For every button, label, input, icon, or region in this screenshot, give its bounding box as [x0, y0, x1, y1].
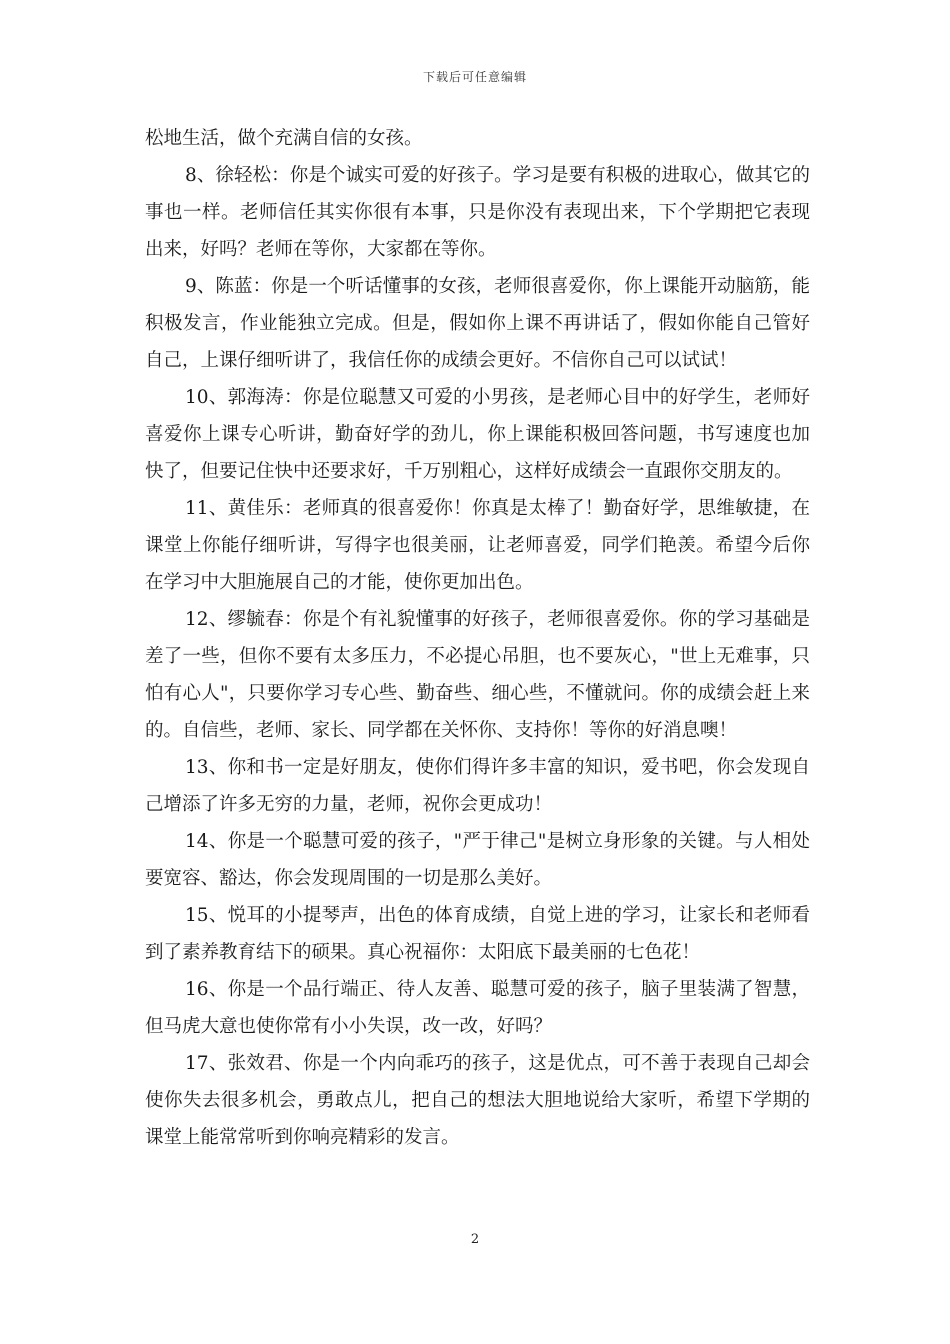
comment-13: 13、你和书一定是好朋友，使你们得许多丰富的知识，爱书吧，你会发现自己增添了许多无穷的力量，老师，祝你会更成功！ [145, 757, 810, 815]
comment-15: 15、悦耳的小提琴声，出色的体育成绩，自觉上进的学习，让家长和老师看到了素养教育结下的硕果。真心祝福你：太阳底下最美丽的七色花！ [145, 905, 810, 963]
paragraph-continuation: 松地生活，做个充满自信的女孩。 [145, 128, 423, 149]
comment-16: 16、你是一个品行端正、待人友善、聪慧可爱的孩子，脑子里装满了智慧，但马虎大意也使你常有小小失误，改一改，好吗？ [145, 979, 810, 1037]
comment-17: 17、张效君、你是一个内向乖巧的孩子，这是优点，可不善于表现自己却会使你失去很多机会，勇敢点儿，把自己的想法大胆地说给大家听，希望下学期的课堂上能常常听到你响亮精彩的发言。 [145, 1053, 810, 1148]
comment-9: 9、陈蓝：你是一个听话懂事的女孩，老师很喜爱你，你上课能开动脑筋，能积极发言，作业能独立完成。但是，假如你上课不再讲话了，假如你能自己管好自己，上课仔细听讲了，我信任你的成绩会更好。不信你自己可以试试！ [145, 276, 810, 371]
page-number: 2 [470, 1232, 480, 1247]
comment-11: 11、黄佳乐：老师真的很喜爱你！你真是太棒了！勤奋好学，思维敏捷，在课堂上你能仔细听讲，写得字也很美丽，让老师喜爱，同学们艳羡。希望今后你在学习中大胆施展自己的才能，使你更加出色。 [145, 498, 810, 593]
comment-10: 10、郭海涛：你是位聪慧又可爱的小男孩，是老师心目中的好学生，老师好喜爱你上课专心听讲，勤奋好学的劲儿，你上课能积极回答问题，书写速度也加快了，但要记住快中还要求好，千万别粗心，这样好成绩会一直跟你交朋友的。 [145, 387, 810, 482]
comment-14: 14、你是一个聪慧可爱的孩子，"严于律己"是树立身形象的关键。与人相处要宽容、豁达，你会发现周围的一切是那么美好。 [145, 831, 810, 889]
document-body [145, 120, 810, 1156]
comment-12: 12、缪毓春：你是个有礼貌懂事的好孩子，老师很喜爱你。你的学习基础是差了一些，但你不要有太多压力，不必提心吊胆，也不要灰心，"世上无难事，只怕有心人"，只要你学习专心些、勤奋些、细心些，不懂就问。你的成绩会赶上来的。自信些，老师、家长、同学都在关怀你、支持你！等你的好消息噢！ [145, 609, 810, 741]
comment-8: 8、徐轻松：你是个诚实可爱的好孩子。学习是要有积极的进取心，做其它的事也一样。老师信任其实你很有本事，只是你没有表现出来，下个学期把它表现出来，好吗？老师在等你，大家都在等你。 [145, 165, 810, 260]
page-header: 下载后可任意编辑 [422, 70, 527, 84]
